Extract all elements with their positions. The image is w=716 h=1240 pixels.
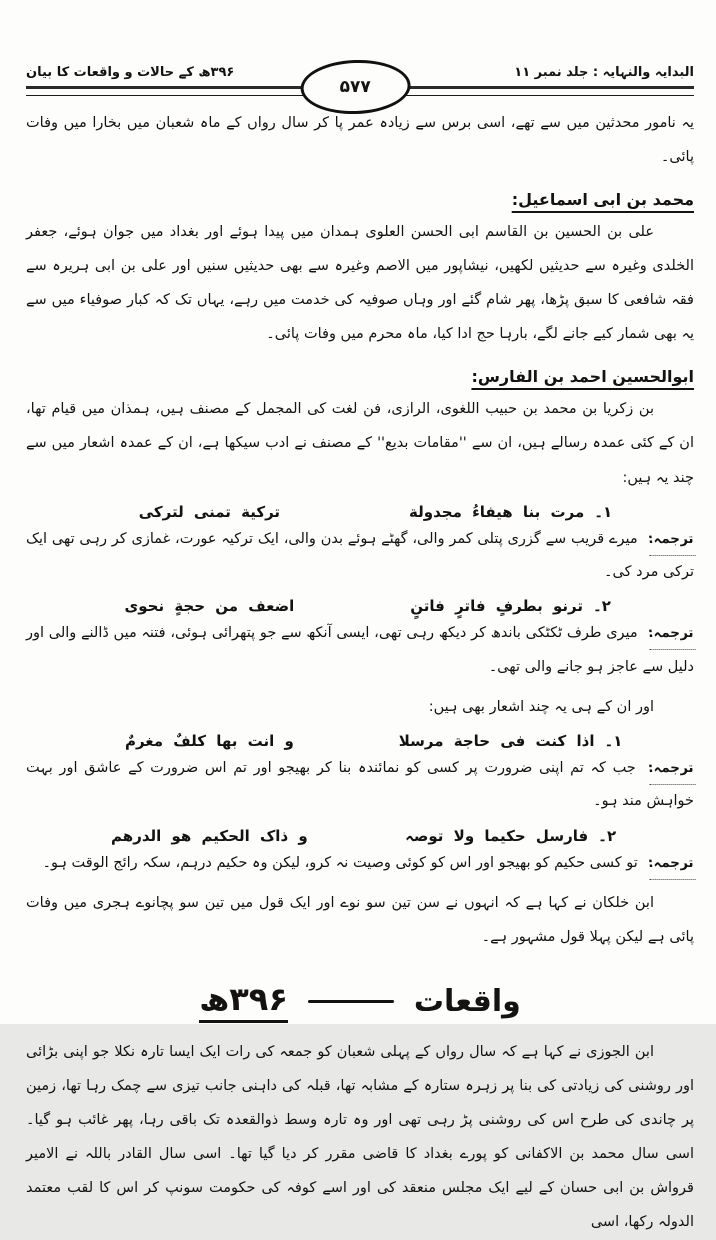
translation-line <box>26 847 694 880</box>
page-header <box>26 40 694 96</box>
translation-line <box>26 617 694 684</box>
verse-number: ۱۔ <box>604 732 623 750</box>
entry2-closing: ابن خلکان نے کہا ہے کہ انہوں نے سن تین سو نوے اور ایک قول میں تین سو پچانوے ہجری میں وفات پائی ہے لیکن پہلا قول مشہور ہے۔ <box>26 895 694 946</box>
translation-line <box>26 752 694 819</box>
verse-number: ۲۔ <box>592 597 611 616</box>
verse-text: مرت بنا ھیفاءُ مجدولة <box>409 502 585 521</box>
verse-text: اذا کنت فی حاجة مرسلا <box>398 732 595 750</box>
translation-text: میرے قریب سے گزری پتلی کمر والی، گھٹے ہوئے بدن والی، ایک ترکیہ عورت، غمازی کر رہی تھی ایک ترکی مرد کی۔ <box>26 530 694 580</box>
page-body <box>26 106 694 1240</box>
events-title: واقعات <box>413 984 521 1020</box>
events-body: ابن الجوزی نے کہا ہے کہ سال رواں کے پہلی شعبان کو جمعہ کی رات ایک ایسا تارہ نکلا جو اپنی بڑائی اور روشنی کی زیادتی کی بنا پر زہرہ ستارہ کے مشابہ تھا، قبلہ کی داہنی جانب تیزی سے چمک رہا تھا، زمین پر چاندی کی طرح اس کی روشنی پڑ رہی تھی اور وہ تارہ وسط ذوالقعدہ تک باقی رہا، پھر غائب ہو گیا۔ اسی سال محمد بن الاکفانی کو پورے بغداد کا قاضی مقرر کر دیا گیا تھا۔ اسی سال القادر باللہ نے الامیر قرواش بن ابی حسان کے لیے ایک مجلس منعقد کی اور اسے کوفہ کی حکومت سونپ کر اس کا لقب معتمد الدولہ رکھا، اسی <box>26 1044 694 1231</box>
verse-couplet <box>73 597 647 615</box>
verse-hemistich-right <box>374 732 647 750</box>
entry2-heading-row <box>26 357 694 388</box>
verse-hemistich-right <box>374 503 647 521</box>
translation-line <box>26 523 694 590</box>
events-section-heading <box>26 980 694 1023</box>
verse-number: ۲۔ <box>598 826 617 845</box>
entry2-body: بن زکریا بن محمد بن حبیب اللغوی، الرازی، فن لغت کی المجمل کے مصنف ہیں، ہمذان میں قیام تھا، ان کے کئی عمدہ رسالے ہیں، ان سے ''مقامات بدیع'' کے مصنف نے ادب سیکھا ہے، ان کے عمدہ اشعار میں سے چند یہ ہیں: <box>26 401 694 486</box>
translation-text: میری طرف ٹکٹکی باندھ کر دیکھ رہی تھی، ایسی آنکھ سے جو پتھرائی ہوئی، فتنہ میں ڈالنے والی اور دلیل سے عاجز ہو جانے والی تھی۔ <box>26 625 694 675</box>
verse-text: ترنو بطرفٍ فاترٍ فاتنٍ <box>410 597 583 616</box>
translation-stamp: ترجمہ: <box>647 618 696 650</box>
entry1-body: علی بن الحسین بن القاسم ابی الحسن العلوی ہمدان میں پیدا ہوئے اور بغداد میں جوان ہوئے، جعفر الخلدی وغیرہ سے حدیثیں لکھیں، نیشاپور میں الاصم وغیرہ سے بھی حدیثیں سنیں اور علی بن ابی ہریرہ سے فقہ شافعی کا سبق پڑھا، پھر شام گئے اور وہاں صوفیہ کی خدمت میں رہے، یہاں تک کہ کبار صوفیاء میں سے یہ بھی شمار کیے جانے لگے، بارہا حج ادا کیا، ماہ محرم میں وفات پائی۔ <box>26 224 694 343</box>
entry1-heading: محمد بن ابی اسماعیل: <box>511 190 694 210</box>
translation-text: جب کہ تم اپنی ضرورت پر کسی کو نمائندہ بنا کر بھیجو اور تم اس ضرورت کے عاشق اور بہت خواہش مند ہو۔ <box>26 760 694 810</box>
verse-number: ۱۔ <box>594 502 613 521</box>
verse-hemistich-right <box>374 827 647 845</box>
verse-couplet <box>73 827 647 845</box>
book-title: البدایہ والنہایہ : جلد نمبر ۱۱ <box>514 65 694 80</box>
verse-hemistich-left: ترکیة تمنی لترکی <box>138 502 281 521</box>
verse-text: فارسل حکیما ولا توصہ <box>405 826 589 845</box>
translation-stamp: ترجمہ: <box>647 753 696 785</box>
more-verses-intro: اور ان کے ہی یہ چند اشعار بھی ہیں: <box>428 698 654 715</box>
verse-couplet <box>73 503 647 521</box>
obituary-intro: یہ نامور محدثین میں سے تھے، اسی برس سے زیادہ عمر پا کر سال رواں کے ماہ شعبان میں بخارا میں وفات پائی۔ <box>26 115 694 166</box>
entry2-heading: ابوالحسین احمد بن الفارس: <box>471 367 694 387</box>
entry1-heading-row <box>26 180 694 211</box>
verse-hemistich-left: و ذاک الحکیم ھو الدرھم <box>111 826 308 845</box>
verse-hemistich-left: اضعف من حجةٍ نحوی <box>124 597 295 616</box>
chapter-title: ۳۹۶ھ کے حالات و واقعات کا بیان <box>26 65 235 80</box>
page-number: ۵۷۷ <box>340 76 372 97</box>
verse-hemistich-left: و انت بھا کلفٌ مغرمٌ <box>124 732 294 750</box>
dash-rule <box>308 1000 394 1003</box>
translation-stamp: ترجمہ: <box>647 524 696 556</box>
verse-couplet <box>73 732 647 750</box>
verse-hemistich-right <box>374 597 647 615</box>
translation-stamp: ترجمہ: <box>647 848 696 880</box>
translation-text: تو کسی حکیم کو بھیجو اور اس کو کوئی وصیت نہ کرو، لیکن وہ حکیم درہم، سکہ رائج الوقت ہو۔ <box>42 854 638 871</box>
events-year: ۳۹۶ھ <box>199 980 288 1023</box>
